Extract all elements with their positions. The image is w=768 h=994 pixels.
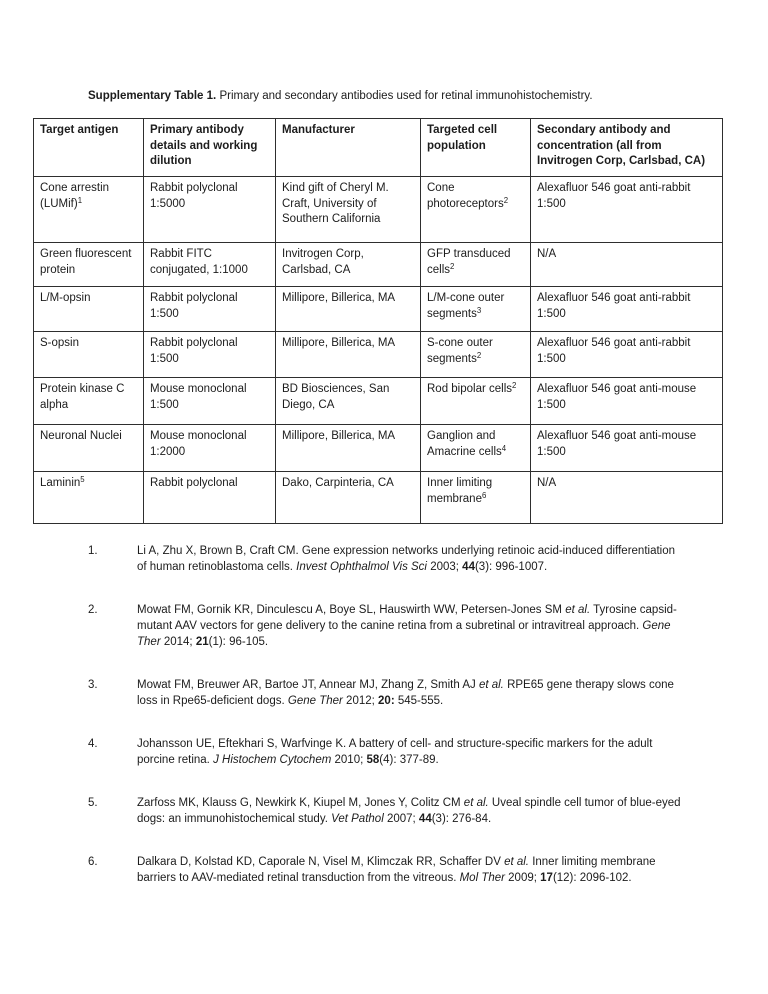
table-cell: Rod bipolar cells$^2$ <box>421 378 531 425</box>
reference-text: Zarfoss MK, Klauss G, Newkirk K, Kiupel M, Jones Y, Colitz CM et al. Uveal spindle cell tumor of blue-eyed dogs: an immunohistochemical study. Vet Pathol 2007; 44(3): 276-84. <box>137 797 681 825</box>
table-cell: Inner limiting membrane$^6$ <box>421 472 531 524</box>
table-row <box>34 472 723 524</box>
table-cell: Rabbit polyclonal 1:500 <box>144 332 276 378</box>
table-cell: Neuronal Nuclei <box>34 425 144 472</box>
table-cell: N/A <box>531 243 723 287</box>
table-caption-label: Supplementary Table 1. <box>88 90 217 102</box>
table-cell: GFP transduced cells$^2$ <box>421 243 531 287</box>
table-cell: S-cone outer segments$^2$ <box>421 332 531 378</box>
table-header <box>34 119 723 177</box>
table-cell: Cone arrestin (LUMif)$^1$ <box>34 177 144 243</box>
table-cell: N/A <box>531 472 723 524</box>
table-cell: L/M-cone outer segments$^3$ <box>421 287 531 332</box>
table-cell: Millipore, Billerica, MA <box>276 332 421 378</box>
table-cell: Mouse monoclonal 1:2000 <box>144 425 276 472</box>
reference-number: 5. <box>88 797 98 809</box>
table-row <box>34 177 723 243</box>
reference-text: Mowat FM, Gornik KR, Dinculescu A, Boye SL, Hauswirth WW, Petersen-Jones SM et al. Tyrosine capsid-mutant AAV vectors for gene delivery to the canine retina from a subretinal or intravitreal approach. Gene Ther 2014; 21(1): 96-105. <box>137 604 677 648</box>
table-cell: Rabbit FITC conjugated, 1:1000 <box>144 243 276 287</box>
reference-text: Li A, Zhu X, Brown B, Craft CM. Gene expression networks underlying retinoic acid-induced differentiation of human retinoblastoma cells. Invest Ophthalmol Vis Sci 2003; 44(3): 996-1007. <box>137 545 676 573</box>
reference-number: 4. <box>88 738 98 750</box>
reference-item <box>88 736 695 768</box>
table-cell: Laminin$^5$ <box>34 472 144 524</box>
antibody-table <box>33 118 723 524</box>
table-cell: Rabbit polyclonal 1:5000 <box>144 177 276 243</box>
reference-number: 6. <box>88 856 98 868</box>
reference-item <box>88 602 695 650</box>
column-header: Target antigen <box>34 119 144 177</box>
table-cell: Kind gift of Cheryl M. Craft, University of Southern California <box>276 177 421 243</box>
table-cell: Millipore, Billerica, MA <box>276 425 421 472</box>
column-header: Targeted cell population <box>421 119 531 177</box>
table-cell: Alexafluor 546 goat anti-rabbit 1:500 <box>531 177 723 243</box>
reference-number: 3. <box>88 679 98 691</box>
reference-item <box>88 677 695 709</box>
reference-number: 1. <box>88 545 98 557</box>
table-row <box>34 425 723 472</box>
table-row <box>34 378 723 425</box>
column-header: Manufacturer <box>276 119 421 177</box>
table-cell: Green fluorescent protein <box>34 243 144 287</box>
table-cell: Invitrogen Corp, Carlsbad, CA <box>276 243 421 287</box>
reference-item <box>88 795 695 827</box>
reference-number: 2. <box>88 604 98 616</box>
table-row <box>34 287 723 332</box>
table-cell: Ganglion and Amacrine cells$^4$ <box>421 425 531 472</box>
table-cell: Alexafluor 546 goat anti-rabbit 1:500 <box>531 287 723 332</box>
table-cell: Alexafluor 546 goat anti-rabbit 1:500 <box>531 332 723 378</box>
column-header: Primary antibody details and working dilution <box>144 119 276 177</box>
reference-item <box>88 543 695 575</box>
table-cell: BD Biosciences, San Diego, CA <box>276 378 421 425</box>
table-cell: Cone photoreceptors$^2$ <box>421 177 531 243</box>
table-cell: Protein kinase C alpha <box>34 378 144 425</box>
table-cell: Rabbit polyclonal <box>144 472 276 524</box>
reference-text: Mowat FM, Breuwer AR, Bartoe JT, Annear MJ, Zhang Z, Smith AJ et al. RPE65 gene therapy slows cone loss in Rpe65-deficient dogs. Gene Ther 2012; 20: 545-555. <box>137 679 674 707</box>
table-caption-text: Primary and secondary antibodies used for retinal immunohistochemistry. <box>216 90 593 102</box>
table-body <box>34 177 723 524</box>
table-cell: Millipore, Billerica, MA <box>276 287 421 332</box>
table-cell: Rabbit polyclonal 1:500 <box>144 287 276 332</box>
table-cell: S-opsin <box>34 332 144 378</box>
table-cell: Alexafluor 546 goat anti-mouse 1:500 <box>531 425 723 472</box>
table-cell: Dako, Carpinteria, CA <box>276 472 421 524</box>
table-caption <box>88 89 728 104</box>
reference-text: Dalkara D, Kolstad KD, Caporale N, Visel M, Klimczak RR, Schaffer DV et al. Inner limiting membrane barriers to AAV-mediated retinal transduction from the vitreous. Mol Ther 2009; 17(12): 2096-102. <box>137 856 656 884</box>
table-row <box>34 332 723 378</box>
table-cell: L/M-opsin <box>34 287 144 332</box>
column-header: Secondary antibody and concentration (all from Invitrogen Corp, Carlsbad, CA) <box>531 119 723 177</box>
reference-text: Johansson UE, Eftekhari S, Warfvinge K. A battery of cell- and structure-specific markers for the adult porcine retina. J Histochem Cytochem 2010; 58(4): 377-89. <box>137 738 653 766</box>
reference-item <box>88 854 695 886</box>
table-row <box>34 243 723 287</box>
table-cell: Mouse monoclonal 1:500 <box>144 378 276 425</box>
table-header-row <box>34 119 723 177</box>
reference-list <box>88 543 695 913</box>
table-cell: Alexafluor 546 goat anti-mouse 1:500 <box>531 378 723 425</box>
